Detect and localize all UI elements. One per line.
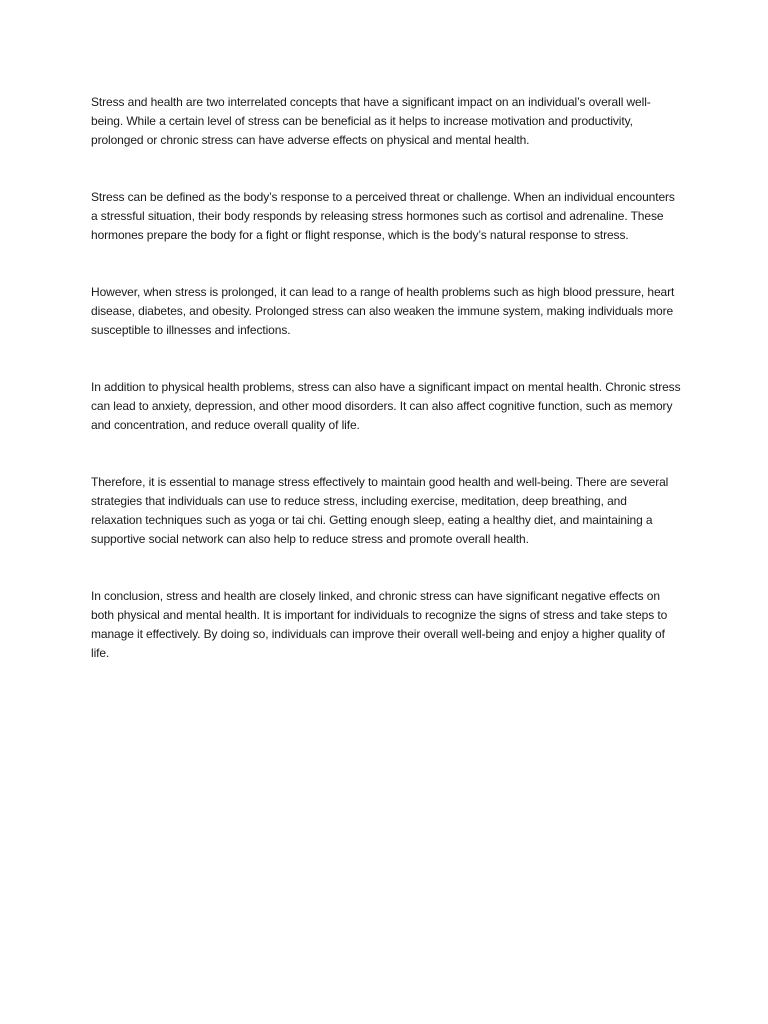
- paragraph-prolonged-stress: However, when stress is prolonged, it can lead to a range of health problems such as high blood pressure, heart disease, diabetes, and obesity. Prolonged stress can also weaken the immune system, making individuals more susceptible to illnesses and infections.: [91, 285, 675, 337]
- document-body: [91, 93, 681, 701]
- paragraph-definition: Stress can be defined as the body’s response to a perceived threat or challenge. When an individual encounters a stressful situation, their body responds by releasing stress hormones such as cortisol and adrenaline. These hormones prepare the body for a fight or flight response, which is the body’s natural response to stress.: [91, 190, 675, 242]
- paragraph-mental-health: In addition to physical health problems, stress can also have a significant impact on mental health. Chronic stress can lead to anxiety, depression, and other mood disorders. It can also affect cognitive function, such as memory and concentration, and reduce overall quality of life.: [91, 380, 681, 432]
- paragraph-intro: Stress and health are two interrelated concepts that have a significant impact on an individual’s overall well-being. While a certain level of stress can be beneficial as it helps to increase motivation and productivity, prolonged or chronic stress can have adverse effects on physical and mental health.: [91, 95, 651, 147]
- paragraph-conclusion: In conclusion, stress and health are closely linked, and chronic stress can have significant negative effects on both physical and mental health. It is important for individuals to recognize the signs of stress and take steps to manage it effectively. By doing so, individuals can improve their overall well-being and enjoy a higher quality of life.: [91, 589, 668, 660]
- paragraph-strategies: Therefore, it is essential to manage stress effectively to maintain good health and well-being. There are several strategies that individuals can use to reduce stress, including exercise, meditation, deep breathing, and relaxation techniques such as yoga or tai chi. Getting enough sleep, eating a healthy diet, and maintaining a supportive social network can also help to reduce stress and promote overall health.: [91, 475, 669, 546]
